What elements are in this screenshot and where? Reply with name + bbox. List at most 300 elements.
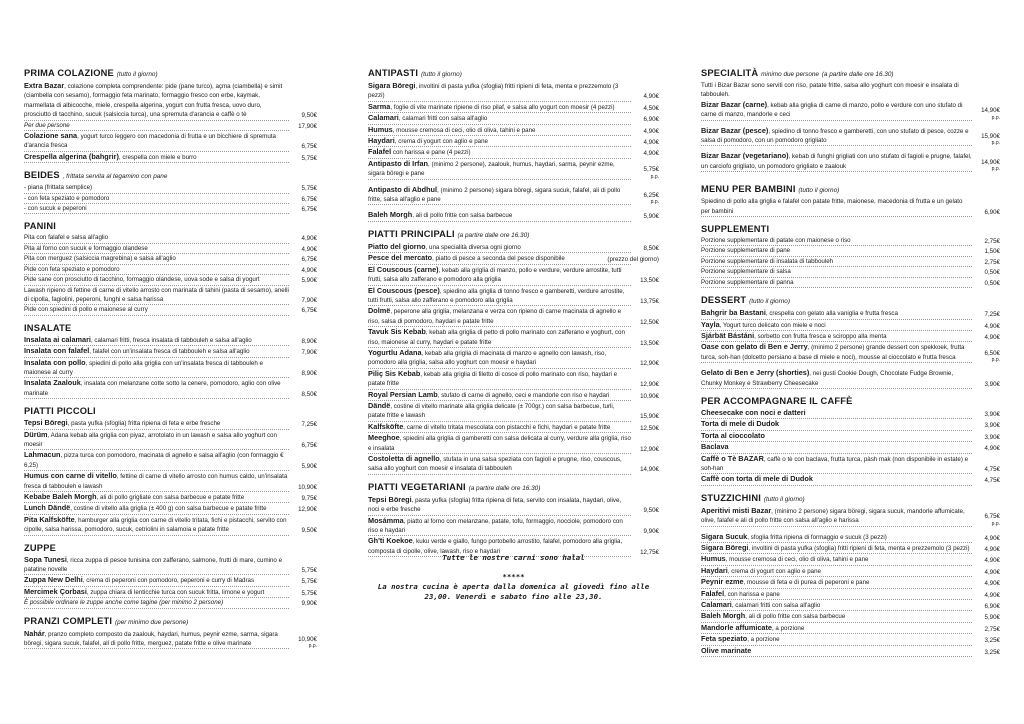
item-name: Dändë [368,400,391,410]
item-price [302,526,317,535]
item-name: Tepsi Böregi [24,418,68,428]
item-name: Oase con gelato di Ben e Jerry [701,342,808,352]
item-price [985,310,1000,319]
item-description: , pasta yufka (sfoglia) fritta ripiena di feta, servito con insalata, haydari, olive, noci e erbe fresche [368,496,622,514]
item-name: Gelato di Ben e Jerry (shorties) [701,368,810,378]
item-description: , (minimo 2 persone) sigara böregi, sigara sucuk, mandorle affumicate, olive, falafel e ali di pollo fritte con salsa all'aglio e harissa [701,507,965,525]
menu-item-text [701,442,972,453]
price-value: 4,90€ [984,568,1000,576]
section-heading [701,184,1000,196]
menu-item [701,611,1000,622]
item-name: Crespella algerina (bahgrir) [24,151,119,161]
item-price [985,322,1000,331]
menu-item [368,125,659,136]
menu-item-text [368,348,631,369]
menu-section [24,221,317,315]
item-description: , involtini di pasta yufka (sfoglia) fritti ripieni di feta, menta e prezzemolo (3 pezzi) [368,83,619,100]
item-description: Porzione supplementare di patate con maionese o riso [701,237,851,245]
menu-item [24,204,317,214]
price-value: 4,90€ [984,591,1000,599]
item-description: Porzione supplementare di pane [701,247,791,255]
item-price [640,392,659,401]
price-value: 4,90€ [301,266,317,274]
item-price [302,337,317,346]
item-price [302,462,317,471]
item-description: , costine di vitello marinate alla griglia delicate (± 700gr.) con salsa barbecue, turli, patate fritte e lawash [368,402,615,420]
menu-item [24,183,317,193]
menu-item [368,390,659,401]
menu-item [24,275,317,285]
menu-item-text [701,368,972,389]
menu-item-text [701,408,972,419]
price-value: 9,50€ [301,527,317,535]
item-price [302,245,317,254]
menu-item [701,532,1000,543]
item-name: Humus [368,124,393,134]
item-description: , colazione completa comprendente: pide (pane turco), açma (ciambella) e simit (ciambella con sesamo), formaggio feta marinato, formaggio fresco con erbe, kaymak, marmellata di albicocche, miele, crespella algerina, yogurt con frutta fresca, uovo duro, prosciutto di tacchino, sucuk (salsiccia turca), una spremuta d'arancia e caffè o tè [24,83,283,119]
section-note: (tutto il giorno) [798,187,840,195]
item-name: Olive marinate [701,645,752,655]
item-price [302,306,317,315]
item-name: Baleh Morgh [701,611,746,621]
item-name: Pesce del mercato [368,253,433,263]
price-value: 8,50€ [643,244,659,252]
menu-item [24,233,317,243]
price-value: 5,90€ [301,462,317,470]
menu-item-text [368,159,631,180]
menu-item [368,422,659,433]
item-description: Per due persone [24,121,70,129]
menu-item [24,358,317,379]
item-description: Porzione supplementare di insalata di tabbouleh [701,257,834,265]
price-value: 6,90€ [984,603,1000,611]
price-value: 2,75€ [984,258,1000,266]
menu-item [24,131,317,152]
item-name: Sjárbät Bástáni [701,330,755,340]
menu-item-text [368,422,631,433]
item-price [644,138,659,147]
menu-item-text [24,450,289,471]
item-price [644,191,659,205]
section-title: INSALATE [24,322,72,333]
item-name: Yogurtlu Adana [368,347,422,357]
price-value: 4,90€ [984,557,1000,565]
item-name: Calamari [368,113,399,123]
menu-item [368,159,659,185]
section-heading [24,323,317,334]
price-value: 15,90€ [640,413,659,421]
item-price [302,266,317,275]
item-name: Haydari [368,136,395,146]
menu-item [701,81,1000,100]
menu-item [701,331,1000,342]
price-value: 8,90€ [301,337,317,345]
section-note: (tutto il giorno) [420,71,462,78]
item-name: Humus con carne di vitello [24,471,117,481]
item-description: - con sucuk e peperoni [24,205,87,213]
menu-item [701,151,1000,177]
menu-item [368,136,659,147]
price-value: 3,90€ [984,422,1000,430]
item-price [985,476,1000,485]
menu-item-text [368,516,631,537]
item-price [985,433,1000,442]
item-price [985,534,1000,543]
item-price [640,339,659,348]
menu-item-text [368,125,631,136]
section-title: PIATTI PRINCIPALI [368,228,455,239]
item-description: , zuppa chiara di lenticchie turca con sucuk fritta, limone e yogurt [86,588,265,596]
menu-item-text [24,418,289,429]
menu-item-text [701,532,972,543]
menu-item-text [701,320,972,331]
item-name: Dolmë [368,306,391,316]
menu-item [24,265,317,275]
item-name: Calamari [701,600,732,610]
menu-section [24,616,317,655]
item-name: Piatto del giorno [368,241,426,251]
price-value: 3,90€ [984,433,1000,441]
menu-item [24,492,317,503]
menu-item-text [24,575,289,586]
menu-item-text [701,506,972,527]
item-price [985,545,1000,554]
menu-item [368,242,659,253]
price-value: 9,50€ [301,112,317,120]
item-description: , piatto al forno con melanzane, patate, tofu, formaggio, nocciole, pomodoro con riso e haydari [368,517,623,535]
section-note: (tutto il giorno) [749,298,790,306]
section-heading [24,221,317,232]
menu-item [368,401,659,422]
menu-item-text [701,257,972,267]
item-description: , piatto di pesce a seconda del pesce disponibile [432,255,565,263]
item-price [985,380,1000,389]
menu-item [24,450,317,471]
menu-item [701,600,1000,611]
item-description: Porzione supplementare di salsa [701,268,791,276]
item-description: - con feta speziato e pomodoro [24,194,110,202]
item-name: Kalfsköfte [368,421,404,431]
section-heading [701,68,1000,80]
menu-item [701,543,1000,554]
menu-item [701,431,1000,442]
item-price [644,244,659,253]
price-value: 4,90€ [984,333,1000,341]
section-note: minimo due persone [761,71,819,78]
item-name: Caffè o Tè BAZAR [701,453,764,463]
item-description: , ali di pollo fritte con salsa barbecue [745,613,846,621]
item-name: Falafel [368,147,392,157]
item-price [298,483,317,492]
price-value: 4,50€ [643,104,659,112]
menu-item [24,335,317,346]
menu-item-text [24,515,289,536]
item-description: , kebab alla griglia di macinata di manzo e agnello con lawash, riso, pomodoro alla griglia, salsa allo yoghurt con moesir e haydari [368,349,607,367]
item-name: Pita Kalfsköfte [24,514,75,524]
item-price [302,154,317,163]
item-price [607,255,659,264]
price-value: 7,25€ [301,421,317,429]
price-value: 10,90€ [298,636,317,644]
item-name: Kebabe Baleh Morgh [24,492,97,501]
menu-item-text [701,611,972,622]
price-value: 14,90€ [981,107,1000,115]
menu-column-middle [368,68,659,564]
item-name: Bizar Bazar (vegetariano) [701,151,789,161]
menu-item [701,554,1000,565]
menu-item [701,320,1000,331]
menu-item-text [368,147,631,158]
menu-section [701,493,1000,657]
section-title: ANTIPASTI [368,68,419,78]
item-description: con harissa e pane (4 pezzi) [391,149,471,157]
menu-item [24,244,317,254]
section-note: (per minimo due persone) [115,618,189,626]
price-value: 3,25€ [984,637,1000,645]
menu-item [701,197,1000,217]
menu-item-text [24,286,289,306]
price-value: 12,90€ [640,381,659,389]
item-description: Pide con feta speziato e pomodoro [24,265,120,273]
price-value: 5,90€ [643,213,659,221]
item-description: , kebab alla griglia di petto di pollo marinato con zafferano e yoghurt, con riso, maionese al curry, haydari e patate fritte [368,329,625,346]
item-description: , pizza turca con pomodoro, macinata di agnello e salsa all'aglio (con formaggio € 6,25) [24,452,284,469]
section-heading [701,224,1000,235]
item-name: Haydari [701,565,728,575]
price-value: 7,25€ [984,311,1000,319]
item-description: , sorbetto con frutta fresca e sciroppo alla menta [754,332,887,340]
item-price [298,635,317,649]
price-value: 4,90€ [643,93,659,101]
item-name: El Couscous (carne) [368,264,439,274]
item-description: , spiedini di pollo alla griglia con un'insalata fresca di tabbouleh e maionese al curry [24,359,263,376]
item-name: Tavuk Sis Kebab [368,327,426,337]
section-title: SPECIALITÀ [701,68,759,78]
menu-section [701,68,1000,177]
item-description: , spiedino alla griglia di tonno fresco e gamberetti, verdure arrostite, tutti frutti, salsa allo zafferano e pomodoro alla griglia [368,287,625,304]
menu-section [701,295,1000,389]
item-price [985,349,1000,363]
menu-item-text [701,577,972,588]
menu-item-text [24,233,289,243]
price-value: 12,90€ [640,360,659,368]
price-value: 8,90€ [301,369,317,377]
menu-item [24,194,317,204]
item-description: Tutti i Bizar Bazar sono serviti con riso, patate fritte, salsa allo yoghurt con moesir e insalata di tabbouleh. [701,82,959,99]
item-price [985,268,1000,277]
section-title: ZUPPE [24,542,56,553]
item-description: , crespella con gelato alla vaniglia e frutta fresca [765,310,898,318]
menu-item [368,253,659,264]
item-price [985,556,1000,565]
item-price [644,165,659,179]
item-description: , crema di yogurt con aglio e pane [394,138,488,146]
menu-item-text [24,503,289,514]
item-price [640,465,659,474]
item-name: Sigara Böregi [701,543,749,552]
menu-item-text [24,471,289,492]
item-name: Insalata ai calamari [24,334,91,344]
price-value: 4,75€ [984,477,1000,485]
item-name: Bahgrir ba Bastani [701,308,766,318]
menu-item-text [24,629,289,650]
menu-item [24,378,317,399]
price-value: 5,75€ [301,578,317,586]
item-description: , stufata in una salsa speziata con fagioli e prugne, riso, couscous, salsa allo yoghurt con moesir e insalata di tabbouleh [368,456,622,473]
per-person-label: p.p. [308,643,317,650]
item-name: Caffè con torta di mele di Dudok [701,474,813,484]
price-value: 17,90€ [298,122,317,130]
item-price [302,441,317,450]
section-title: PRIMA COLAZIONE [24,68,114,78]
menu-item [368,286,659,307]
item-price [985,421,1000,430]
price-value: 4,90€ [643,139,659,147]
item-description: , spiedino di tonno fresco e gamberetti, con uno stufato di pesce, cozze e salsa di pomodoro, con un pomodoro grigliato [701,127,969,145]
menu-item-text [701,100,972,121]
menu-item [24,286,317,306]
menu-item-text [368,401,631,422]
item-description: , Adana kebab alla griglia con piyaz, arrotolato in un lawash e salsa allo yoghurt con moesir [24,431,277,448]
menu-item-text [24,275,289,285]
menu-item-text [701,246,972,256]
menu-item-text [368,81,631,102]
price-value: 9,90€ [643,528,659,536]
menu-item [368,433,659,454]
menu-item [701,246,1000,256]
menu-section [368,482,659,557]
item-name: Sarma [368,101,391,111]
price-value: 5,90€ [301,277,317,285]
item-price [640,445,659,454]
item-price [981,158,1000,172]
menu-item [368,327,659,348]
item-price [644,506,659,515]
item-price [302,234,317,243]
menu-item [701,257,1000,267]
item-price [302,420,317,429]
menu-item [701,566,1000,577]
menu-item-text [701,566,972,577]
item-price [640,412,659,421]
menu-item-text [701,431,972,442]
per-person-label: p.p. [991,114,1000,121]
item-name: Royal Persian Lamb [368,389,438,399]
price-value: 13,75€ [640,297,659,305]
menu-item-text [701,331,972,342]
menu-item [368,147,659,158]
menu-item-text [24,335,289,346]
section-heading [368,482,659,494]
price-value: 5,75€ [301,589,317,597]
item-description: , pranzo completo composto da zaalouk, haydari, humus, peynir ezme, sarma, sigara böregi, sigara sucuk, falafel, ali di pollo fritte, merguez, patate fritte e olive marinate [24,630,278,648]
menu-section [24,323,317,399]
price-value: 2,75€ [984,625,1000,633]
price-value: 4,90€ [301,235,317,243]
item-price [302,494,317,503]
menu-item [368,369,659,390]
item-name: Antipasto di Abdhul [368,184,438,194]
menu-item [368,265,659,286]
section-title: PANINI [24,221,57,232]
item-description: , pasta yufka (sfoglia) fritta ripiena di feta e erbe fresche [67,420,221,428]
menu-item [24,503,317,514]
item-price [640,276,659,285]
per-person-label: p.p. [991,166,1000,173]
menu-item [24,471,317,492]
item-description: , yogurt turco leggero con macedonia di frutta e un bicchiere di spremuta d'arancia fresca [24,133,276,150]
item-description: Pide con spiedini di pollo e maionese al curry [24,306,148,314]
price-value: 3,90€ [984,380,1000,388]
menu-item-text [368,102,631,113]
menu-item [24,346,317,357]
menu-item-text [701,454,972,475]
item-description: , a porzione [747,636,780,644]
price-value: 7,90€ [301,296,317,304]
menu-item [701,442,1000,453]
item-description: , sfoglia fritta ripiena di formaggio e sucuk (3 pezzi) [747,533,887,541]
price-value: 12,90€ [640,445,659,453]
section-title: PIATTI VEGETARIANI [368,481,466,492]
item-description: , calamari fritti con salsa all'aglio [731,602,821,610]
menu-item-text [701,126,972,147]
menu-item-text [24,430,289,451]
item-name: Sigara Sucuk [701,531,748,541]
item-description: Lawash ripieno di fettine di carne di vitello arrosto con marinata di tahini (pasta di sesamo), anelli di cipolla, fagiolini, peperoni, funghi e salsa harissa [24,286,289,303]
item-price [981,106,1000,120]
item-description: , a porzione [771,624,805,632]
menu-item [24,629,317,655]
item-description: , costine di vitello alla griglia (± 400 g) con salsa barbecue e patate fritte [70,505,267,513]
item-description: Spiedino di pollo alla griglia e falafel con patate fritte, maionese, macedonia di frutta e un gelato per bambini [701,198,963,215]
item-description: , kebab alla griglia di manzo, pollo e verdure, verdure arrostite, tutti frutti, salsa allo zafferano e pomodoro alla griglia [368,266,622,284]
item-description: , calamari fritti con salsa all'aglio [398,115,488,123]
item-name: Humus [701,554,726,564]
menu-item-text [701,646,972,657]
section-heading [24,170,317,182]
menu-item [24,430,317,451]
price-value: 6,90€ [984,208,1000,216]
menu-item [368,348,659,369]
menu-item-text [701,197,972,217]
section-heading [701,493,1000,505]
price-value: 4,90€ [984,322,1000,330]
menu-item-text [368,454,631,475]
price-value: 10,90€ [298,483,317,491]
menu-section [24,68,317,163]
price-value: 3,90€ [984,410,1000,418]
section-heading [368,68,659,80]
item-price [302,296,317,305]
menu-item-text [368,369,631,390]
menu-item-text [701,308,972,319]
menu-section [701,184,1000,217]
menu-item-text [701,342,972,363]
menu-item [368,113,659,124]
item-name: Nahár [24,628,45,638]
item-price [644,212,659,221]
menu-item [24,555,317,576]
item-name: Lahmacun [24,450,61,460]
price-value: 13,50€ [640,339,659,347]
section-note: (a partire dalle ore 16.30) [468,484,541,492]
menu-item-text [24,81,289,121]
menu-item [24,515,317,536]
section-title: DESSERT [701,295,747,306]
item-price [302,348,317,357]
menu-item-text [24,492,289,503]
price-value: 4,90€ [301,245,317,253]
